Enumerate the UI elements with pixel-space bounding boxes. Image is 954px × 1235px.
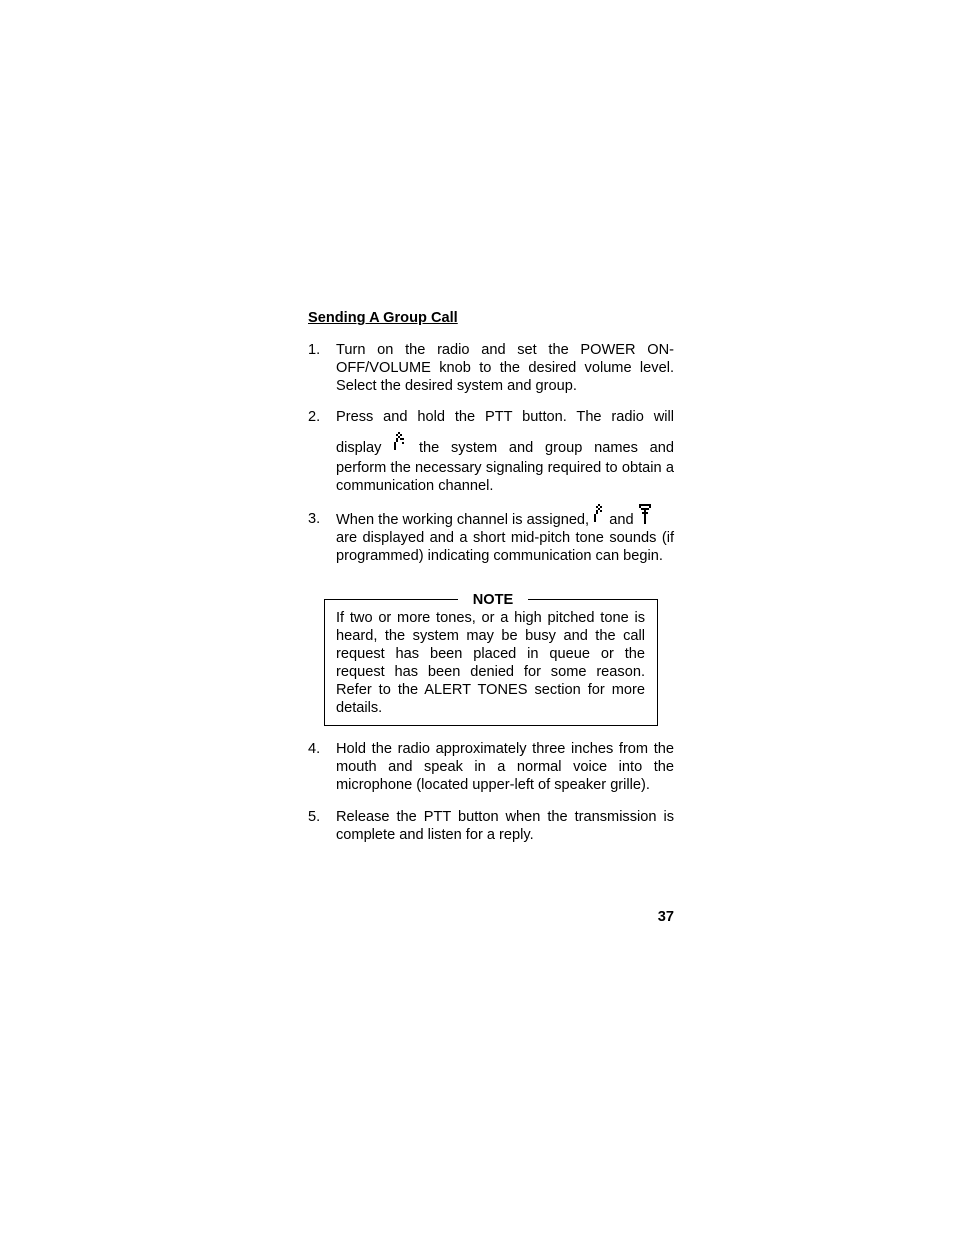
step-number: 5. (308, 809, 321, 825)
step-number: 1. (308, 342, 321, 358)
step-text: Hold the radio approximately three inches from the mouth and speak in a normal voice into the microphone (located upper-left of speaker grille). (336, 741, 674, 793)
step-text: Release the PTT button when the transmission is complete and listen for a reply. (336, 809, 674, 843)
step-text: Turn on the radio and set the POWER ON-OFF/VOLUME knob to the desired volume level. Select the desired system and group. (336, 342, 674, 394)
section-heading: Sending A Group Call (308, 310, 458, 326)
note-title: NOTE (458, 591, 528, 609)
step-text (336, 504, 674, 565)
step-text-part: display (336, 440, 382, 456)
step-text-part: When the working channel is assigned, (336, 512, 590, 528)
step-4 (308, 740, 674, 794)
busy-icon (638, 504, 652, 531)
page-number: 37 (657, 909, 674, 925)
step-1 (308, 341, 674, 395)
step-number: 4. (308, 741, 321, 757)
step-text-part: and (609, 512, 634, 528)
note-text: If two or more tones, or a high pitched tone is heard, the system may be busy and the call request has been placed in queue or the request has been denied for some reason. Refer to the ALERT TONES section for more details. (336, 610, 645, 716)
step-text-part: are displayed and a short mid-pitch tone sounds (if programmed) indicating communication can begin. (336, 530, 674, 564)
step-3 (308, 504, 674, 565)
step-2 (308, 408, 674, 495)
step-text-line: Press and hold the PTT button. The radio will (336, 409, 674, 425)
transmit-icon (593, 504, 605, 531)
step-text (336, 408, 674, 495)
step-text-part: the system and group names and perform the necessary signaling required to obtain a communication channel. (336, 440, 674, 494)
step-number: 2. (308, 409, 321, 425)
transmit-icon (393, 432, 407, 459)
step-number: 3. (308, 511, 321, 527)
step-5 (308, 808, 674, 844)
